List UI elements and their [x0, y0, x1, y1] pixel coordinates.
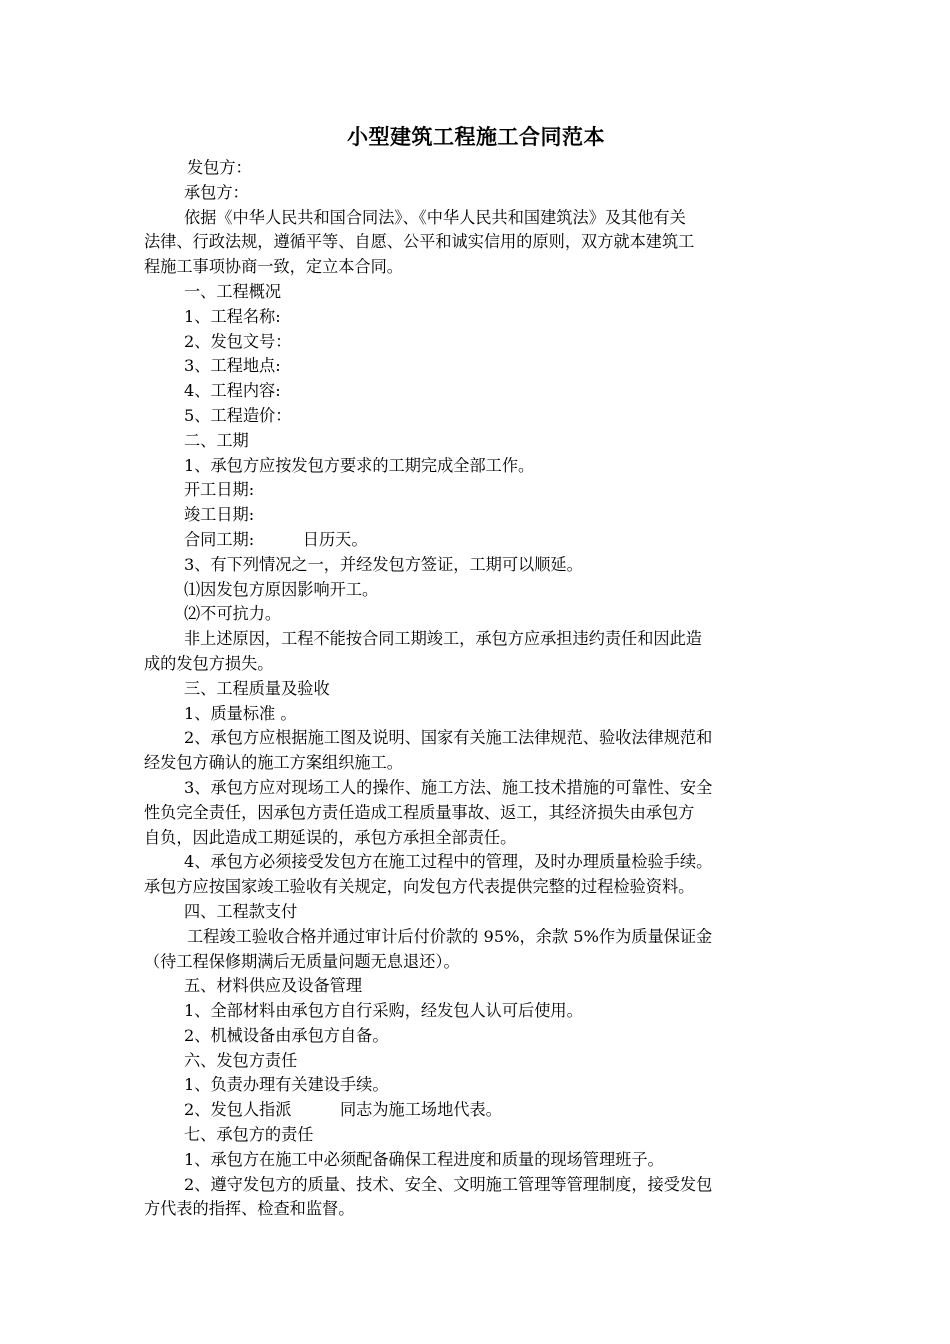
text-line: 4、承包方必须接受发包方在施工过程中的管理，及时办理质量检验手续。: [184, 852, 713, 872]
text-line: 依据《中华人民共和国合同法》、《中华人民共和国建筑法》及其他有关: [184, 207, 686, 227]
text-line: 方代表的指挥、检查和监督。: [144, 1199, 355, 1219]
text-line: 2、发包人指派 同志为施工场地代表。: [184, 1100, 502, 1120]
text-line: 四、工程款支付: [184, 901, 298, 921]
text-line: 二、工期: [184, 430, 249, 450]
text-line: 七、承包方的责任: [184, 1125, 314, 1145]
text-line: 成的发包方损失。: [144, 653, 274, 673]
text-line: 1、质量标准 。: [184, 703, 297, 723]
text-line: 承包方：: [184, 182, 249, 202]
text-line: 经发包方确认的施工方案组织施工。: [144, 753, 403, 773]
text-line: 三、工程质量及验收: [184, 678, 330, 698]
text-line: 2、承包方应根据施工图及说明、国家有关施工法律规范、验收法律规范和: [184, 728, 713, 748]
text-line: 承包方应按国家竣工验收有关规定，向发包方代表提供完整的过程检验资料。: [144, 877, 695, 897]
text-line: 3、工程地点:: [184, 356, 281, 376]
text-line: 五、材料供应及设备管理: [184, 976, 363, 996]
text-line: 自负，因此造成工期延误的，承包方承担全部责任。: [144, 827, 517, 847]
text-line: 一、工程概况: [184, 281, 282, 301]
text-line: 4、工程内容:: [184, 381, 281, 401]
text-line: 工程竣工验收合格并通过审计后付价款的 95%，余款 5%作为质量保证金: [187, 926, 713, 946]
document-body: [144, 118, 808, 1222]
text-line: 发包方：: [187, 158, 252, 177]
text-line: 1、承包方应按发包方要求的工期完成全部工作。: [184, 455, 535, 475]
text-line: 程施工事项协商一致，定立本合同。: [144, 257, 403, 277]
text-line: 竣工日期:: [184, 505, 255, 525]
document-title: 小型建筑工程施工合同范本: [347, 125, 605, 149]
text-line: 性负完全责任，因承包方责任造成工程质量事故、返工，其经济损失由承包方: [144, 802, 695, 822]
text-line: （待工程保修期满后无质量问题无息退还）。: [144, 951, 460, 971]
text-line: 1、承包方在施工中必须配备确保工程进度和质量的现场管理班子。: [184, 1149, 664, 1169]
text-line: 合同工期: 日历天。: [184, 529, 368, 549]
text-line: ⑴因发包方原因影响开工。: [184, 579, 379, 599]
text-line: 3、承包方应对现场工人的操作、施工方法、施工技术措施的可靠性、安全: [184, 777, 713, 797]
text-line: 2、发包文号：: [184, 331, 292, 351]
text-line: 六、发包方责任: [184, 1050, 298, 1070]
text-line: 法律、行政法规，遵循平等、自愿、公平和诚实信用的原则，双方就本建筑工: [144, 232, 695, 252]
text-line: 非上述原因，工程不能按合同工期竣工，承包方应承担违约责任和因此造: [184, 629, 702, 649]
text-line: 3、有下列情况之一，并经发包方签证，工期可以顺延。: [184, 554, 583, 574]
document-text: [144, 156, 808, 1222]
text-line: 1、负责办理有关建设手续。: [184, 1075, 389, 1095]
text-line: 2、遵守发包方的质量、技术、安全、文明施工管理等管理制度，接受发包: [184, 1174, 713, 1194]
text-line: 1、工程名称:: [184, 306, 281, 326]
text-line: 开工日期:: [184, 480, 255, 500]
text-line: 2、机械设备由承包方自备。: [184, 1025, 389, 1045]
text-line: ⑵不可抗力。: [184, 604, 282, 624]
text-line: 5、工程造价：: [184, 405, 292, 425]
text-line: 1、全部材料由承包方自行采购，经发包人认可后使用。: [184, 1001, 583, 1021]
